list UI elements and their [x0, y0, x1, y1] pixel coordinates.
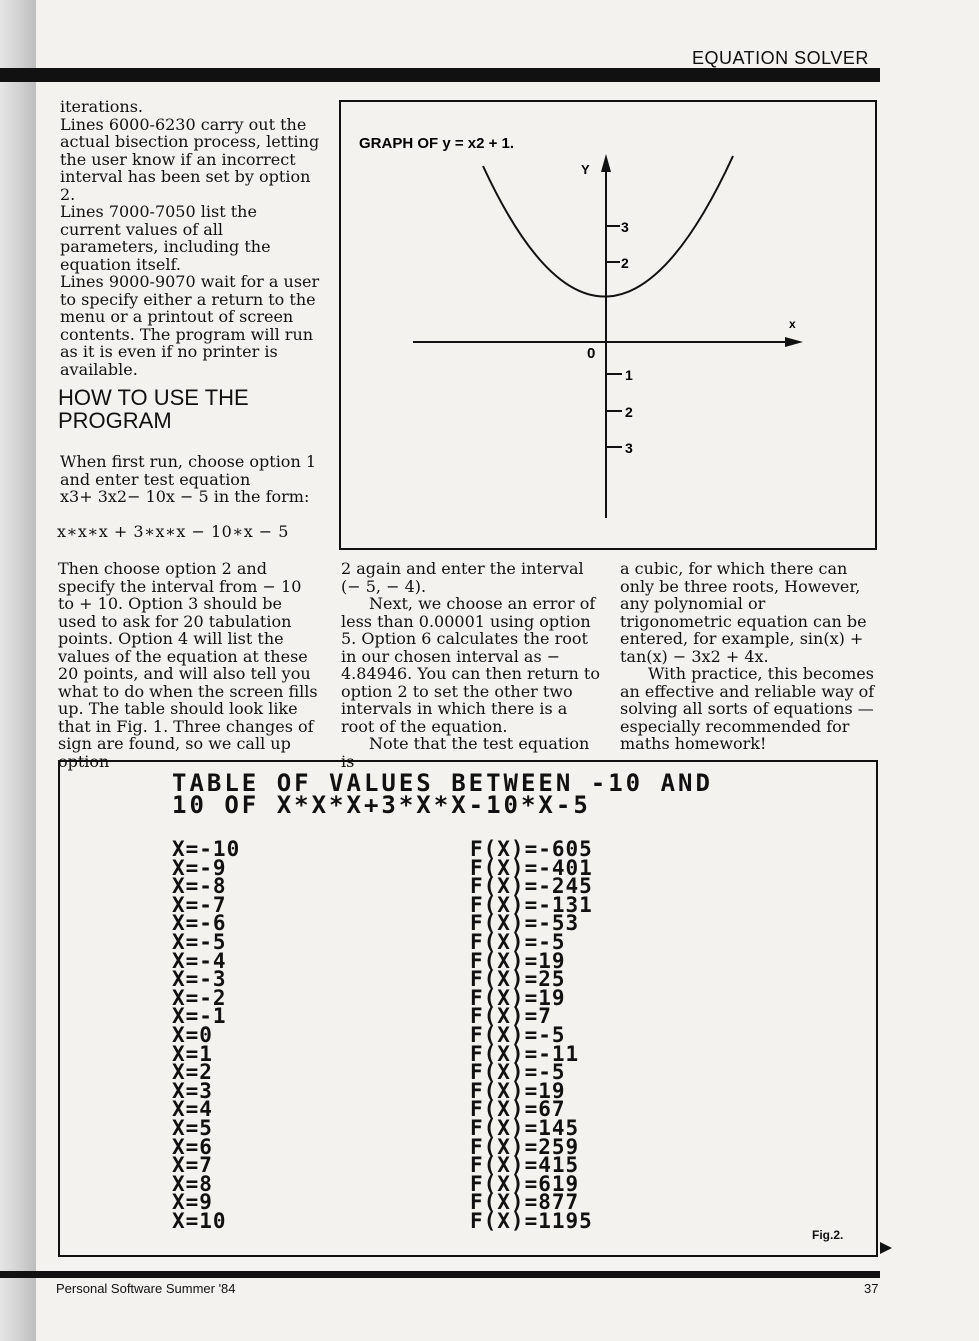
equation-code: x∗x∗x + 3∗x∗x − 10∗x − 5 [57, 522, 289, 541]
table-row-x: X=-4 [172, 948, 227, 973]
arrow-marker-icon [880, 1242, 892, 1254]
footer-publication: Personal Software Summer '84 [56, 1281, 236, 1296]
y-axis-arrow [601, 154, 611, 172]
section-heading: HOW TO USE THE PROGRAM [58, 385, 249, 433]
table-row-f: F(X)=-401 [470, 855, 593, 880]
table-row-x: X=-2 [172, 985, 227, 1010]
table-row-x: X=0 [172, 1022, 213, 1047]
tick-label: 3 [621, 219, 629, 235]
tick-label: 3 [625, 440, 633, 456]
column-3-text: a cubic, for which there can only be three roots, However, any polynomial or trigonometric equation can be entered, for example, sin(x) + tan(x) − 3x2 + 4x. With practice, this becomes an effective and reliable way of solving all sorts of equations — especially recommended for maths homework! [620, 559, 875, 753]
header-rule [0, 68, 880, 82]
figure-title-line-2: 10 OF X*X*X+3*X*X-10*X-5 [172, 791, 591, 819]
table-row-x: X=1 [172, 1041, 213, 1066]
table-row-x: X=2 [172, 1060, 213, 1085]
table-row-x: X=-6 [172, 911, 227, 936]
table-row-x: X=-7 [172, 892, 227, 917]
tick-label: 1 [625, 367, 633, 383]
footer-rule [0, 1271, 880, 1278]
table-row-x: X=-5 [172, 929, 227, 954]
table-row-f: F(X)=-5 [470, 1022, 566, 1047]
table-row-x: X=-9 [172, 855, 227, 880]
table-row-x: X=6 [172, 1134, 213, 1159]
table-row-f: F(X)=259 [470, 1134, 580, 1159]
paragraph: iterations. [60, 97, 143, 116]
table-row-f: F(X)=-11 [470, 1041, 580, 1066]
table-row-f: F(X)=7 [470, 1004, 552, 1029]
table-row-f: F(X)=-245 [470, 874, 593, 899]
table-row-x: X=4 [172, 1097, 213, 1122]
table-row-f: F(X)=-605 [470, 837, 593, 861]
origin-label: 0 [587, 345, 596, 362]
f-values-column [470, 837, 593, 1233]
y-axis-label: Y [581, 162, 590, 177]
graph-svg [341, 102, 875, 548]
column-1-text: Then choose option 2 and specify the interval from − 10 to + 10. Option 3 should be used to ask for 20 tabulation points. Option 4 will list the values of the equation at these 20 points, and will also tell you what to do when the screen fills up. The table should look like that in Fig. 1. Three changes of sign are found, so we call up option [58, 559, 318, 771]
tick-label: 2 [621, 255, 629, 271]
table-row-f: F(X)=877 [470, 1190, 580, 1215]
page-number: 37 [864, 1281, 879, 1296]
table-row-x: X=8 [172, 1171, 213, 1196]
x-axis-arrow [785, 337, 803, 347]
figure-label: Fig.2. [812, 1228, 844, 1242]
instructions-text: When first run, choose option 1 and enter test equation x3+ 3x2− 10x − 5 in the form: [60, 452, 317, 506]
running-header: EQUATION SOLVER [692, 48, 869, 68]
paragraph: Lines 7000-7050 list the current values of all parameters, including the equation itself. [60, 202, 271, 274]
table-row-f: F(X)=-5 [470, 1060, 566, 1085]
paragraph: Lines 6000-6230 carry out the actual bisection process, letting the user know if an incorrect interval has been set by option 2. [60, 114, 320, 204]
tick-label: 2 [625, 404, 633, 420]
table-row-f: F(X)=415 [470, 1153, 580, 1178]
table-row-f: F(X)=-5 [470, 929, 566, 954]
graph-figure [339, 100, 877, 550]
table-row-x: X=-10 [172, 837, 241, 861]
x-values-column [172, 837, 241, 1233]
table-row-x: X=-8 [172, 874, 227, 899]
table-row-f: F(X)=-53 [470, 911, 580, 936]
column-2-text: 2 again and enter the interval (− 5, − 4). Next, we choose an error of less than 0.00001 using option 5. Option 6 calculates the root in our chosen interval as − 4.84946. You can then return to option 2 to set the other two intervals in which there is a root of the equation. Note that the test equation is [341, 559, 600, 771]
table-row-x: X=7 [172, 1153, 213, 1178]
table-row-f: F(X)=25 [470, 967, 566, 992]
table-row-f: F(X)=19 [470, 948, 566, 973]
table-row-f: F(X)=19 [470, 985, 566, 1010]
x-axis-label: x [789, 317, 796, 331]
table-row-x: X=-3 [172, 967, 227, 992]
table-row-f: F(X)=-131 [470, 892, 593, 917]
table-row-f: F(X)=1195 [470, 1208, 593, 1233]
graph-title: GRAPH OF y = x2 + 1. [359, 135, 515, 152]
table-row-f: F(X)=67 [470, 1097, 566, 1122]
page-gutter [0, 0, 36, 1341]
paragraph: Lines 9000-9070 wait for a user to specify either a return to the menu or a printout of screen contents. The program will run as it is even if no printer is available. [60, 272, 320, 379]
table-row-x: X=-1 [172, 1004, 227, 1029]
figure-title-line-1: TABLE OF VALUES BETWEEN -10 AND [172, 769, 713, 797]
table-row-x: X=5 [172, 1115, 213, 1140]
left-column-text [60, 98, 322, 378]
table-row-x: X=3 [172, 1078, 213, 1103]
table-row-f: F(X)=145 [470, 1115, 580, 1140]
table-row-x: X=10 [172, 1208, 227, 1233]
table-row-f: F(X)=619 [470, 1171, 580, 1196]
table-row-x: X=9 [172, 1190, 213, 1215]
table-row-f: F(X)=19 [470, 1078, 566, 1103]
